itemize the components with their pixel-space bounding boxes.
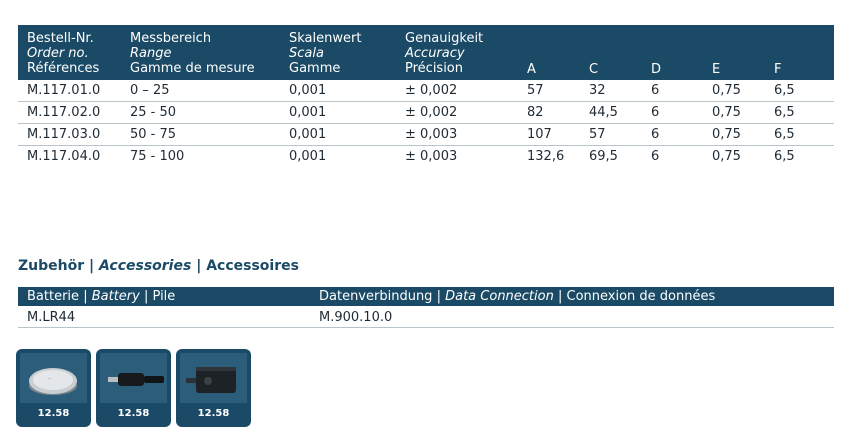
header-scale-de: Skalenwert [289, 31, 362, 46]
header-ref [27, 31, 99, 76]
header-scale-fr: Gamme [289, 61, 341, 76]
table-row [18, 146, 834, 167]
header-d: D [651, 62, 662, 77]
data-header-de: Datenverbindung [319, 289, 433, 304]
cell-scale: 0,001 [289, 149, 327, 164]
spec-table-header [18, 25, 834, 80]
table-row [18, 102, 834, 124]
header-accuracy-fr: Précision [405, 61, 464, 76]
cell-e: 0,75 [712, 149, 741, 164]
header-c: C [589, 62, 599, 77]
cell-c: 69,5 [589, 149, 618, 164]
cell-accuracy: ± 0,002 [405, 83, 458, 98]
cell-d: 6 [651, 127, 660, 142]
battery-header-de: Batterie [27, 289, 80, 304]
cell-range: 75 - 100 [130, 149, 185, 164]
cell-accuracy: ± 0,003 [405, 127, 458, 142]
tile-label: 12.58 [117, 408, 150, 419]
cell-e: 0,75 [712, 127, 741, 142]
cell-c: 32 [589, 83, 606, 98]
cell-scale: 0,001 [289, 83, 327, 98]
cell-accuracy: ± 0,003 [405, 149, 458, 164]
header-a: A [527, 62, 536, 77]
cell-range: 50 - 75 [130, 127, 177, 142]
cell-d: 6 [651, 83, 660, 98]
accessories-title [18, 258, 299, 274]
cell-ref: M.117.04.0 [27, 149, 101, 164]
table-row [18, 80, 834, 102]
header-range-de: Messbereich [130, 31, 212, 46]
header-accuracy-en: Accuracy [405, 46, 465, 61]
cell-scale: 0,001 [289, 105, 327, 120]
cell-a: 57 [527, 83, 544, 98]
title-separator: | [89, 258, 95, 274]
data-interface-tile [176, 349, 251, 427]
cell-c: 57 [589, 127, 606, 142]
cell-accuracy: ± 0,002 [405, 105, 458, 120]
cell-scale: 0,001 [289, 127, 327, 142]
accessories-title-fr: Accessoires [206, 258, 299, 274]
header-accuracy-de: Genauigkeit [405, 31, 484, 46]
header-separator: | [436, 289, 441, 304]
header-f: F [774, 62, 782, 77]
cell-range: 25 - 50 [130, 105, 177, 120]
cell-e: 0,75 [712, 83, 741, 98]
data-header-fr: Connexion de données [566, 289, 716, 304]
header-accuracy [405, 31, 483, 76]
header-scale [289, 31, 361, 76]
cell-d: 6 [651, 105, 660, 120]
header-separator: | [557, 289, 563, 304]
header-separator: | [83, 289, 88, 304]
cell-e: 0,75 [712, 105, 741, 120]
accessories-table-header [18, 287, 834, 306]
header-ref-de: Bestell-Nr. [27, 31, 94, 46]
cell-a: 107 [527, 127, 552, 142]
tile-label: 12.58 [37, 408, 70, 419]
header-ref-en: Order no. [27, 46, 89, 61]
cell-f: 6,5 [774, 127, 795, 142]
svg-text:~: ~ [48, 376, 52, 381]
button-battery-icon [20, 353, 87, 403]
spec-table [18, 25, 834, 167]
header-e: E [712, 62, 721, 77]
accessories-row [18, 307, 834, 328]
header-range [130, 31, 255, 76]
data-connection-header [319, 289, 715, 304]
cell-f: 6,5 [774, 105, 795, 120]
cell-d: 6 [651, 149, 660, 164]
cell-ref: M.117.01.0 [27, 83, 101, 98]
header-range-en: Range [130, 46, 172, 61]
cell-ref: M.117.02.0 [27, 105, 101, 120]
accessories-title-en: Accessories [99, 258, 192, 274]
cell-f: 6,5 [774, 83, 795, 98]
battery-header [27, 289, 175, 304]
battery-header-en: Battery [91, 289, 140, 304]
usb-cable-tile [96, 349, 171, 427]
cell-a: 82 [527, 105, 544, 120]
accessories-title-de: Zubehör [18, 258, 85, 274]
battery-ref: M.LR44 [27, 310, 76, 325]
cell-f: 6,5 [774, 149, 795, 164]
data-interface-icon [180, 353, 247, 403]
cell-a: 132,6 [527, 149, 565, 164]
table-row [18, 124, 834, 146]
data-header-en: Data Connection [445, 289, 554, 304]
cell-c: 44,5 [589, 105, 618, 120]
header-scale-en: Scala [289, 46, 324, 61]
usb-cable-icon [100, 353, 167, 403]
title-separator: | [196, 258, 202, 274]
tile-label: 12.58 [197, 408, 230, 419]
battery-header-fr: Pile [152, 289, 176, 304]
cell-ref: M.117.03.0 [27, 127, 101, 142]
battery-tile [16, 349, 91, 427]
header-range-fr: Gamme de mesure [130, 61, 255, 76]
header-ref-fr: Références [27, 61, 100, 76]
data-connection-ref: M.900.10.0 [319, 310, 393, 325]
cell-range: 0 – 25 [130, 83, 170, 98]
header-separator: | [143, 289, 149, 304]
